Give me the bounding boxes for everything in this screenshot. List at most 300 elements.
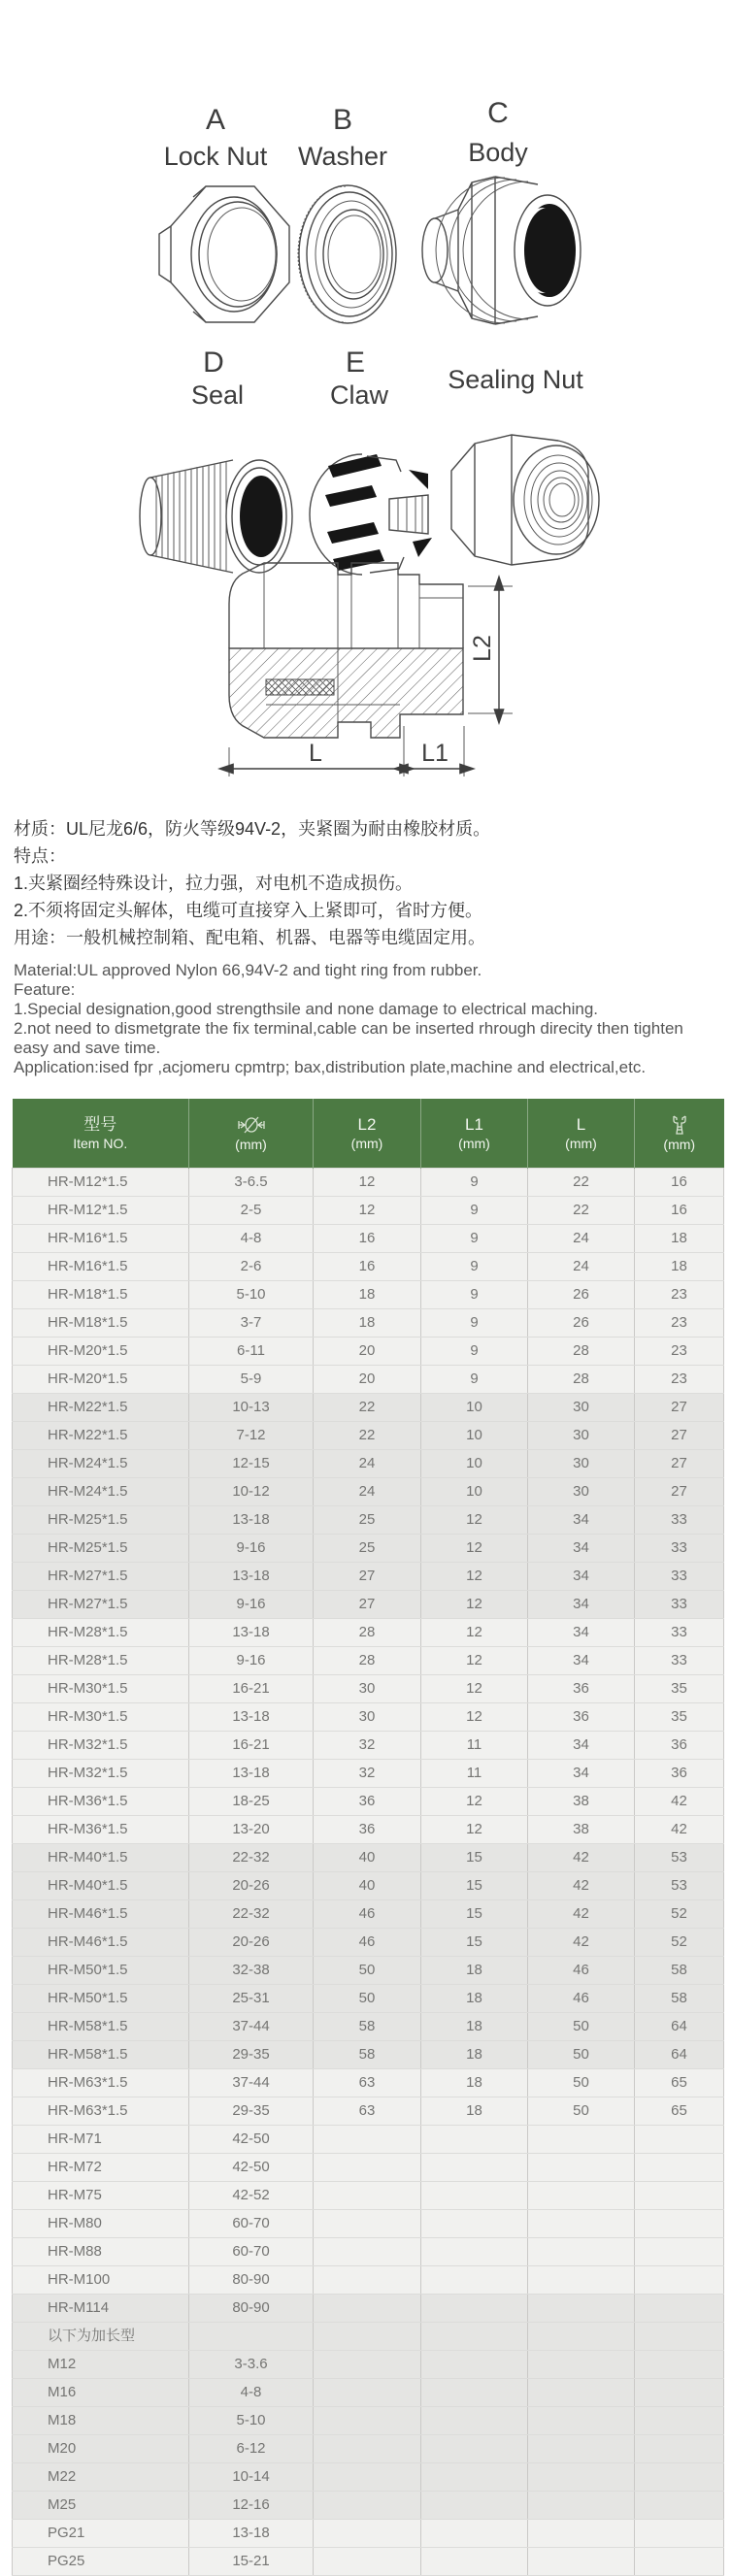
cell-item-no: HR-M12*1.5: [13, 1197, 189, 1225]
cell-value: 9: [421, 1366, 528, 1394]
table-row: [13, 2351, 724, 2379]
cell-value: 34: [528, 1619, 635, 1647]
cell-item-no: HR-M24*1.5: [13, 1450, 189, 1478]
cell-value: 11: [421, 1732, 528, 1760]
cell-value: 34: [528, 1506, 635, 1535]
cell-value: [635, 2182, 724, 2210]
cell-value: 63: [314, 2069, 421, 2097]
table-row: [13, 1225, 724, 1253]
cell-value: [314, 2266, 421, 2295]
cell-value: 37-44: [189, 2013, 314, 2041]
cell-value: [528, 2520, 635, 2548]
col-l1-unit: (mm): [458, 1135, 490, 1151]
cell-value: 42-50: [189, 2126, 314, 2154]
cell-value: [421, 2379, 528, 2407]
col-l2-label: L2: [357, 1114, 377, 1134]
cell-item-no: HR-M75: [13, 2182, 189, 2210]
cell-value: 18: [314, 1309, 421, 1338]
cell-value: [635, 2548, 724, 2576]
cell-value: 10: [421, 1422, 528, 1450]
cell-value: 30: [314, 1703, 421, 1732]
assembly-section-drawing: [229, 563, 513, 776]
claw-drawing: [310, 454, 432, 575]
cell-value: 10-12: [189, 1478, 314, 1506]
cell-item-no: HR-M63*1.5: [13, 2069, 189, 2097]
cell-value: 12: [314, 1197, 421, 1225]
cell-value: 42: [528, 1872, 635, 1900]
cell-value: 36: [635, 1732, 724, 1760]
cell-value: 13-18: [189, 1760, 314, 1788]
table-row: [13, 2126, 724, 2154]
part-d-letter: D: [203, 347, 224, 379]
cell-value: [635, 2463, 724, 2492]
washer-drawing: [298, 185, 396, 323]
cell-value: 3-3.6: [189, 2351, 314, 2379]
cell-value: 35: [635, 1675, 724, 1703]
feature-1-cn: 1.夹紧圈经特殊设计，拉力强，对电机不造成损伤。: [14, 874, 414, 893]
table-row: [13, 2182, 724, 2210]
cell-item-no: HR-M71: [13, 2126, 189, 2154]
table-row: [13, 1760, 724, 1788]
cell-value: 13-18: [189, 1563, 314, 1591]
cell-value: 36: [314, 1788, 421, 1816]
cell-value: [314, 2295, 421, 2323]
cell-item-no: HR-M50*1.5: [13, 1957, 189, 1985]
cell-item-no: HR-M36*1.5: [13, 1816, 189, 1844]
part-c-letter: C: [487, 97, 509, 129]
cell-value: 25-31: [189, 1985, 314, 2013]
table-row: [13, 2520, 724, 2548]
cell-value: [528, 2182, 635, 2210]
cell-item-no: 以下为加长型: [13, 2323, 189, 2351]
cell-value: 22: [314, 1394, 421, 1422]
cable-clamp-range-icon: [235, 1114, 268, 1136]
cell-value: [635, 2435, 724, 2463]
cell-value: 42: [528, 1929, 635, 1957]
cell-value: 13-18: [189, 1506, 314, 1535]
cell-value: 23: [635, 1281, 724, 1309]
cell-value: 50: [528, 2041, 635, 2069]
cell-value: [421, 2295, 528, 2323]
cell-value: 50: [528, 2097, 635, 2126]
col-l: [528, 1099, 635, 1169]
cell-value: 46: [314, 1900, 421, 1929]
cell-item-no: M22: [13, 2463, 189, 2492]
cell-item-no: HR-M32*1.5: [13, 1732, 189, 1760]
cell-value: 32-38: [189, 1957, 314, 1985]
cell-value: [421, 2351, 528, 2379]
cell-value: 12: [421, 1619, 528, 1647]
cell-value: [421, 2463, 528, 2492]
cell-value: 15: [421, 1929, 528, 1957]
cell-item-no: HR-M46*1.5: [13, 1929, 189, 1957]
cell-value: 58: [314, 2013, 421, 2041]
cell-value: 34: [528, 1647, 635, 1675]
cell-value: 25: [314, 1506, 421, 1535]
cell-value: 50: [314, 1957, 421, 1985]
cell-value: 11: [421, 1760, 528, 1788]
table-row: [13, 2379, 724, 2407]
cell-value: 40: [314, 1872, 421, 1900]
cell-value: [421, 2548, 528, 2576]
cell-value: 28: [314, 1647, 421, 1675]
cell-value: 22-32: [189, 1900, 314, 1929]
cell-value: 9: [421, 1197, 528, 1225]
cell-item-no: HR-M30*1.5: [13, 1703, 189, 1732]
cell-item-no: HR-M46*1.5: [13, 1900, 189, 1929]
table-row: [13, 2407, 724, 2435]
cell-value: 36: [528, 1703, 635, 1732]
table-row: [13, 1619, 724, 1647]
cell-value: 33: [635, 1591, 724, 1619]
cell-value: 24: [528, 1225, 635, 1253]
cell-value: 15: [421, 1872, 528, 1900]
cell-item-no: HR-M100: [13, 2266, 189, 2295]
cell-value: 52: [635, 1929, 724, 1957]
cell-item-no: HR-M50*1.5: [13, 1985, 189, 2013]
part-a-name: Lock Nut: [163, 142, 268, 171]
cell-value: 26: [528, 1309, 635, 1338]
table-row: [13, 2266, 724, 2295]
cell-item-no: HR-M18*1.5: [13, 1309, 189, 1338]
spec-table-body: [13, 1169, 724, 2576]
cell-item-no: M12: [13, 2351, 189, 2379]
cell-value: 64: [635, 2013, 724, 2041]
table-row: [13, 1478, 724, 1506]
cell-value: 12: [421, 1816, 528, 1844]
header-row: [13, 1099, 724, 1169]
cell-value: 18: [314, 1281, 421, 1309]
col-clamp-range: [189, 1099, 314, 1169]
table-row: [13, 1366, 724, 1394]
cell-value: [421, 2182, 528, 2210]
cell-value: 58: [635, 1957, 724, 1985]
cell-value: 20-26: [189, 1929, 314, 1957]
product-parts-diagram: [0, 0, 731, 806]
cell-value: 60-70: [189, 2210, 314, 2238]
cell-value: [314, 2323, 421, 2351]
cell-value: 18-25: [189, 1788, 314, 1816]
cell-value: 34: [528, 1591, 635, 1619]
part-b-letter: B: [332, 104, 353, 136]
cell-item-no: HR-M63*1.5: [13, 2097, 189, 2126]
cell-item-no: HR-M25*1.5: [13, 1535, 189, 1563]
cell-value: 42: [528, 1900, 635, 1929]
cell-value: 33: [635, 1563, 724, 1591]
cell-value: 4-8: [189, 2379, 314, 2407]
cell-value: [421, 2492, 528, 2520]
cell-value: 16: [635, 1169, 724, 1197]
cell-value: 27: [314, 1563, 421, 1591]
cell-value: 10-13: [189, 1394, 314, 1422]
table-row: [13, 1732, 724, 1760]
table-row: [13, 1450, 724, 1478]
part-c-name: Body: [468, 138, 528, 167]
cell-value: 42: [528, 1844, 635, 1872]
table-row: [13, 2210, 724, 2238]
cell-item-no: HR-M40*1.5: [13, 1844, 189, 1872]
table-row: [13, 1338, 724, 1366]
cell-value: 18: [421, 2097, 528, 2126]
table-row: [13, 2069, 724, 2097]
cell-value: 9: [421, 1253, 528, 1281]
cell-value: [528, 2351, 635, 2379]
cell-value: [635, 2323, 724, 2351]
table-row: [13, 2238, 724, 2266]
cell-item-no: PG25: [13, 2548, 189, 2576]
table-row: [13, 1169, 724, 1197]
cell-item-no: HR-M114: [13, 2295, 189, 2323]
cell-value: 65: [635, 2069, 724, 2097]
cell-value: [635, 2492, 724, 2520]
cell-item-no: HR-M24*1.5: [13, 1478, 189, 1506]
spec-table-header: [13, 1099, 724, 1169]
cell-value: 29-35: [189, 2041, 314, 2069]
cell-value: 52: [635, 1900, 724, 1929]
cell-item-no: HR-M72: [13, 2154, 189, 2182]
cell-value: 50: [528, 2013, 635, 2041]
cell-value: [635, 2407, 724, 2435]
cell-value: [421, 2126, 528, 2154]
cell-value: 30: [528, 1450, 635, 1478]
cell-value: 42: [635, 1816, 724, 1844]
cell-value: 7-12: [189, 1422, 314, 1450]
cell-value: 9: [421, 1281, 528, 1309]
cell-value: 80-90: [189, 2295, 314, 2323]
table-row: [13, 1253, 724, 1281]
cell-value: [635, 2210, 724, 2238]
cell-value: 33: [635, 1535, 724, 1563]
table-row: [13, 2435, 724, 2463]
table-row: [13, 1197, 724, 1225]
table-row: [13, 1788, 724, 1816]
cell-value: 12: [421, 1675, 528, 1703]
body-drawing: [422, 177, 581, 324]
cell-value: 5-10: [189, 2407, 314, 2435]
cell-value: 12: [314, 1169, 421, 1197]
cell-value: [314, 2520, 421, 2548]
table-row: [13, 2492, 724, 2520]
cell-value: [421, 2407, 528, 2435]
wrench-icon: [670, 1114, 689, 1136]
cell-value: 27: [314, 1591, 421, 1619]
cell-value: 22: [528, 1197, 635, 1225]
cell-value: 6-11: [189, 1338, 314, 1366]
cell-value: [314, 2182, 421, 2210]
cell-value: 9: [421, 1169, 528, 1197]
table-row: [13, 1957, 724, 1985]
cell-value: 46: [528, 1957, 635, 1985]
table-row: [13, 2097, 724, 2126]
cell-value: 18: [421, 1985, 528, 2013]
table-row: [13, 1394, 724, 1422]
cell-item-no: HR-M16*1.5: [13, 1225, 189, 1253]
cell-value: 12: [421, 1591, 528, 1619]
cell-value: 15: [421, 1900, 528, 1929]
cell-value: 9-16: [189, 1535, 314, 1563]
col-item-en: Item NO.: [73, 1135, 128, 1151]
cell-value: [314, 2379, 421, 2407]
cell-value: 13-18: [189, 1619, 314, 1647]
cell-value: 33: [635, 1647, 724, 1675]
cell-value: 20: [314, 1366, 421, 1394]
cell-value: 18: [421, 2013, 528, 2041]
col-l2-unit: (mm): [350, 1135, 383, 1151]
cell-item-no: HR-M80: [13, 2210, 189, 2238]
description-en: [14, 961, 727, 1077]
cell-value: [314, 2238, 421, 2266]
cell-value: 33: [635, 1506, 724, 1535]
part-sealing-nut-name: Sealing Nut: [448, 365, 583, 394]
col-item: [13, 1099, 189, 1169]
table-row: [13, 1703, 724, 1732]
cell-value: 24: [314, 1450, 421, 1478]
cell-value: 3-7: [189, 1309, 314, 1338]
cell-value: [635, 2266, 724, 2295]
cell-value: 60-70: [189, 2238, 314, 2266]
cell-value: [314, 2548, 421, 2576]
cell-value: 40: [314, 1844, 421, 1872]
cell-value: 34: [528, 1535, 635, 1563]
col-l-label: L: [576, 1114, 586, 1134]
cell-item-no: HR-M32*1.5: [13, 1760, 189, 1788]
cell-value: 13-20: [189, 1816, 314, 1844]
cell-value: [314, 2492, 421, 2520]
part-a-letter: A: [205, 104, 226, 136]
cell-value: 58: [635, 1985, 724, 2013]
cell-item-no: HR-M27*1.5: [13, 1563, 189, 1591]
cell-value: 27: [635, 1394, 724, 1422]
part-e-name: Claw: [329, 380, 389, 410]
cell-value: 34: [528, 1760, 635, 1788]
cell-value: 16: [314, 1253, 421, 1281]
cell-value: 53: [635, 1872, 724, 1900]
description-cn: [14, 815, 722, 951]
cell-value: 32: [314, 1732, 421, 1760]
cell-value: 30: [314, 1675, 421, 1703]
table-row: [13, 2154, 724, 2182]
cell-value: 27: [635, 1422, 724, 1450]
cell-value: 18: [421, 2069, 528, 2097]
col-l1: [421, 1099, 528, 1169]
part-b-name: Washer: [297, 142, 388, 171]
cell-value: [528, 2548, 635, 2576]
cell-value: 29-35: [189, 2097, 314, 2126]
cell-item-no: HR-M18*1.5: [13, 1281, 189, 1309]
cell-value: 16-21: [189, 1732, 314, 1760]
table-row: [13, 2295, 724, 2323]
cell-value: 27: [635, 1450, 724, 1478]
cell-value: 10: [421, 1450, 528, 1478]
feature-title-en: Feature:: [14, 980, 76, 999]
table-row: [13, 1675, 724, 1703]
dim-l2-label: L2: [469, 635, 496, 662]
cell-item-no: M18: [13, 2407, 189, 2435]
cell-value: 9: [421, 1225, 528, 1253]
cell-value: [528, 2379, 635, 2407]
cell-value: 30: [528, 1422, 635, 1450]
table-row: [13, 1309, 724, 1338]
sealing-nut-drawing: [451, 435, 599, 565]
cell-value: [314, 2463, 421, 2492]
table-row: [13, 2013, 724, 2041]
cell-value: 50: [528, 2069, 635, 2097]
cell-item-no: HR-M58*1.5: [13, 2041, 189, 2069]
cell-value: 16: [314, 1225, 421, 1253]
cell-value: 22: [528, 1169, 635, 1197]
cell-value: [421, 2323, 528, 2351]
cell-item-no: HR-M88: [13, 2238, 189, 2266]
cell-value: 24: [528, 1253, 635, 1281]
cell-value: [314, 2407, 421, 2435]
cell-value: [635, 2154, 724, 2182]
cell-value: 30: [528, 1394, 635, 1422]
col-wrench-unit: (mm): [663, 1136, 696, 1152]
feature-title-cn: 特点：: [14, 846, 66, 866]
cell-value: 37-44: [189, 2069, 314, 2097]
cell-value: 27: [635, 1478, 724, 1506]
cell-value: [314, 2126, 421, 2154]
cell-value: [635, 2520, 724, 2548]
cell-item-no: HR-M12*1.5: [13, 1169, 189, 1197]
cell-item-no: M20: [13, 2435, 189, 2463]
cell-value: 26: [528, 1281, 635, 1309]
cell-item-no: HR-M25*1.5: [13, 1506, 189, 1535]
cell-item-no: HR-M28*1.5: [13, 1647, 189, 1675]
table-row: [13, 2548, 724, 2576]
cell-value: 12-16: [189, 2492, 314, 2520]
cell-value: 34: [528, 1563, 635, 1591]
cell-value: 9-16: [189, 1591, 314, 1619]
cell-value: 23: [635, 1309, 724, 1338]
cell-value: 32: [314, 1760, 421, 1788]
cell-value: 22: [314, 1422, 421, 1450]
cell-value: [421, 2154, 528, 2182]
table-row: [13, 1563, 724, 1591]
cell-item-no: HR-M28*1.5: [13, 1619, 189, 1647]
cell-value: 34: [528, 1732, 635, 1760]
cell-value: [421, 2266, 528, 2295]
table-row: [13, 1872, 724, 1900]
cell-value: 5-10: [189, 1281, 314, 1309]
cell-value: 18: [635, 1253, 724, 1281]
cell-value: [528, 2266, 635, 2295]
cell-item-no: HR-M30*1.5: [13, 1675, 189, 1703]
cell-value: 13-18: [189, 2520, 314, 2548]
cell-value: 13-18: [189, 1703, 314, 1732]
cell-value: 15-21: [189, 2548, 314, 2576]
cell-value: 9: [421, 1338, 528, 1366]
table-row: [13, 1591, 724, 1619]
cell-item-no: HR-M22*1.5: [13, 1422, 189, 1450]
cell-item-no: HR-M58*1.5: [13, 2013, 189, 2041]
cell-value: 63: [314, 2097, 421, 2126]
cell-value: [528, 2238, 635, 2266]
dim-l1-label: L1: [421, 740, 449, 767]
cell-value: 24: [314, 1478, 421, 1506]
cell-value: 2-6: [189, 1253, 314, 1281]
cell-value: 10: [421, 1478, 528, 1506]
cell-value: [528, 2323, 635, 2351]
feature-2-cn: 2.不须将固定头解体，电缆可直接穿入上紧即可，省时方便。: [14, 901, 483, 920]
spec-table: [12, 1099, 724, 2576]
cell-value: [314, 2210, 421, 2238]
cell-value: [635, 2126, 724, 2154]
cell-value: 22-32: [189, 1844, 314, 1872]
lock-nut-drawing: [159, 186, 289, 322]
cell-value: 20-26: [189, 1872, 314, 1900]
cell-value: [189, 2323, 314, 2351]
